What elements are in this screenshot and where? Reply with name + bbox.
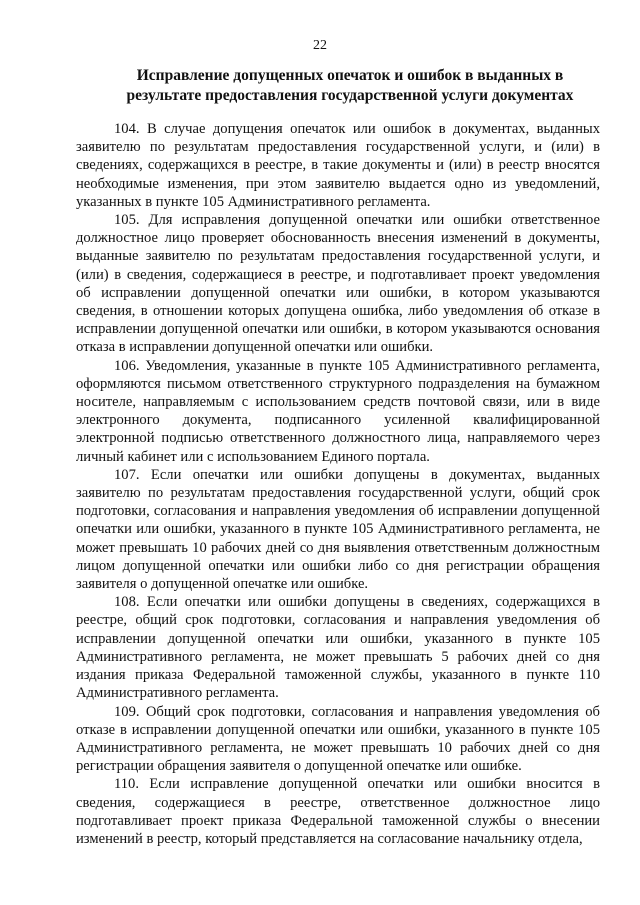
paragraph-108: 108. Если опечатки или ошибки допущены в сведениях, содержащихся в реестре, общий срок подготовки, согласования и направления уведомления об исправлении допущенной опечатки или ошибки, указанного в пункте 105 Административного регламента, не может превышать 5 рабочих дней со дня издания приказа Федеральной таможенной службы, указанного в пункте 110 Административного регламента. — [76, 594, 600, 702]
paragraph-105: 105. Для исправления допущенной опечатки или ошибки ответственное должностное лицо проверяет обоснованность внесения изменений в документы, выданные заявителю по результатам предоставления государственной услуги, и (или) в сведения, содержащиеся в реестре, и подготавливает проект уведомления об исправлении допущенной опечатки или ошибки, в котором указываются сведения, в отношении которых допущена ошибка, либо уведомления об отказе в исправлении допущенной опечатки или ошибки, в котором указываются основания отказа в исправлении допущенной опечатки или ошибки. — [76, 212, 600, 356]
paragraph-107: 107. Если опечатки или ошибки допущены в документах, выданных заявителю по результатам предоставления государственной услуги, общий срок подготовки, согласования и направления уведомления об исправлении допущенной опечатки или ошибки, указанного в пункте 105 Административного регламента, не может превышать 10 рабочих дней со дня выявления ответственным должностным лицом допущенной опечатки или ошибки либо со дня регистрации обращения заявителя о допущенной опечатке или ошибке. — [76, 466, 600, 593]
page-number: 22 — [313, 38, 327, 53]
document-body — [76, 120, 600, 848]
paragraph-106: 106. Уведомления, указанные в пункте 105 Административного регламента, оформляются письмом ответственного структурного подразделения на бумажном носителе, направляемым с использованием средств почтовой связи, или в виде электронного документа, подписанного усиленной квалифицированной электронной подписью ответственного должностного лица, направляемого через личный кабинет или с использованием Единого портала. — [76, 357, 600, 465]
paragraph-104: 104. В случае допущения опечаток или ошибок в документах, выданных заявителю по результатам предоставления государственной услуги, и (или) в сведениях, содержащихся в реестре, в такие документы и (или) в реестр вносятся необходимые изменения, при этом заявителю выдается одно из уведомлений, указанных в пункте 105 Административного регламента. — [76, 121, 600, 210]
section-title: Исправление допущенных опечаток и ошибок в выданных в результате предоставления государственной услуги документах — [126, 67, 574, 104]
paragraph-110: 110. Если исправление допущенной опечатки или ошибки вносится в сведения, содержащиеся в реестре, ответственное должностное лицо подготавливает проект приказа Федеральной таможенной службы о внесении изменений в реестр, который представляется на согласование начальнику отдела, — [76, 776, 600, 847]
paragraph-109: 109. Общий срок подготовки, согласования и направления уведомления об отказе в исправлении допущенной опечатки или ошибки, указанного в пункте 105 Административного регламента, не может превышать 10 рабочих дней со дня регистрации обращения заявителя о допущенной опечатке или ошибке. — [76, 703, 600, 775]
